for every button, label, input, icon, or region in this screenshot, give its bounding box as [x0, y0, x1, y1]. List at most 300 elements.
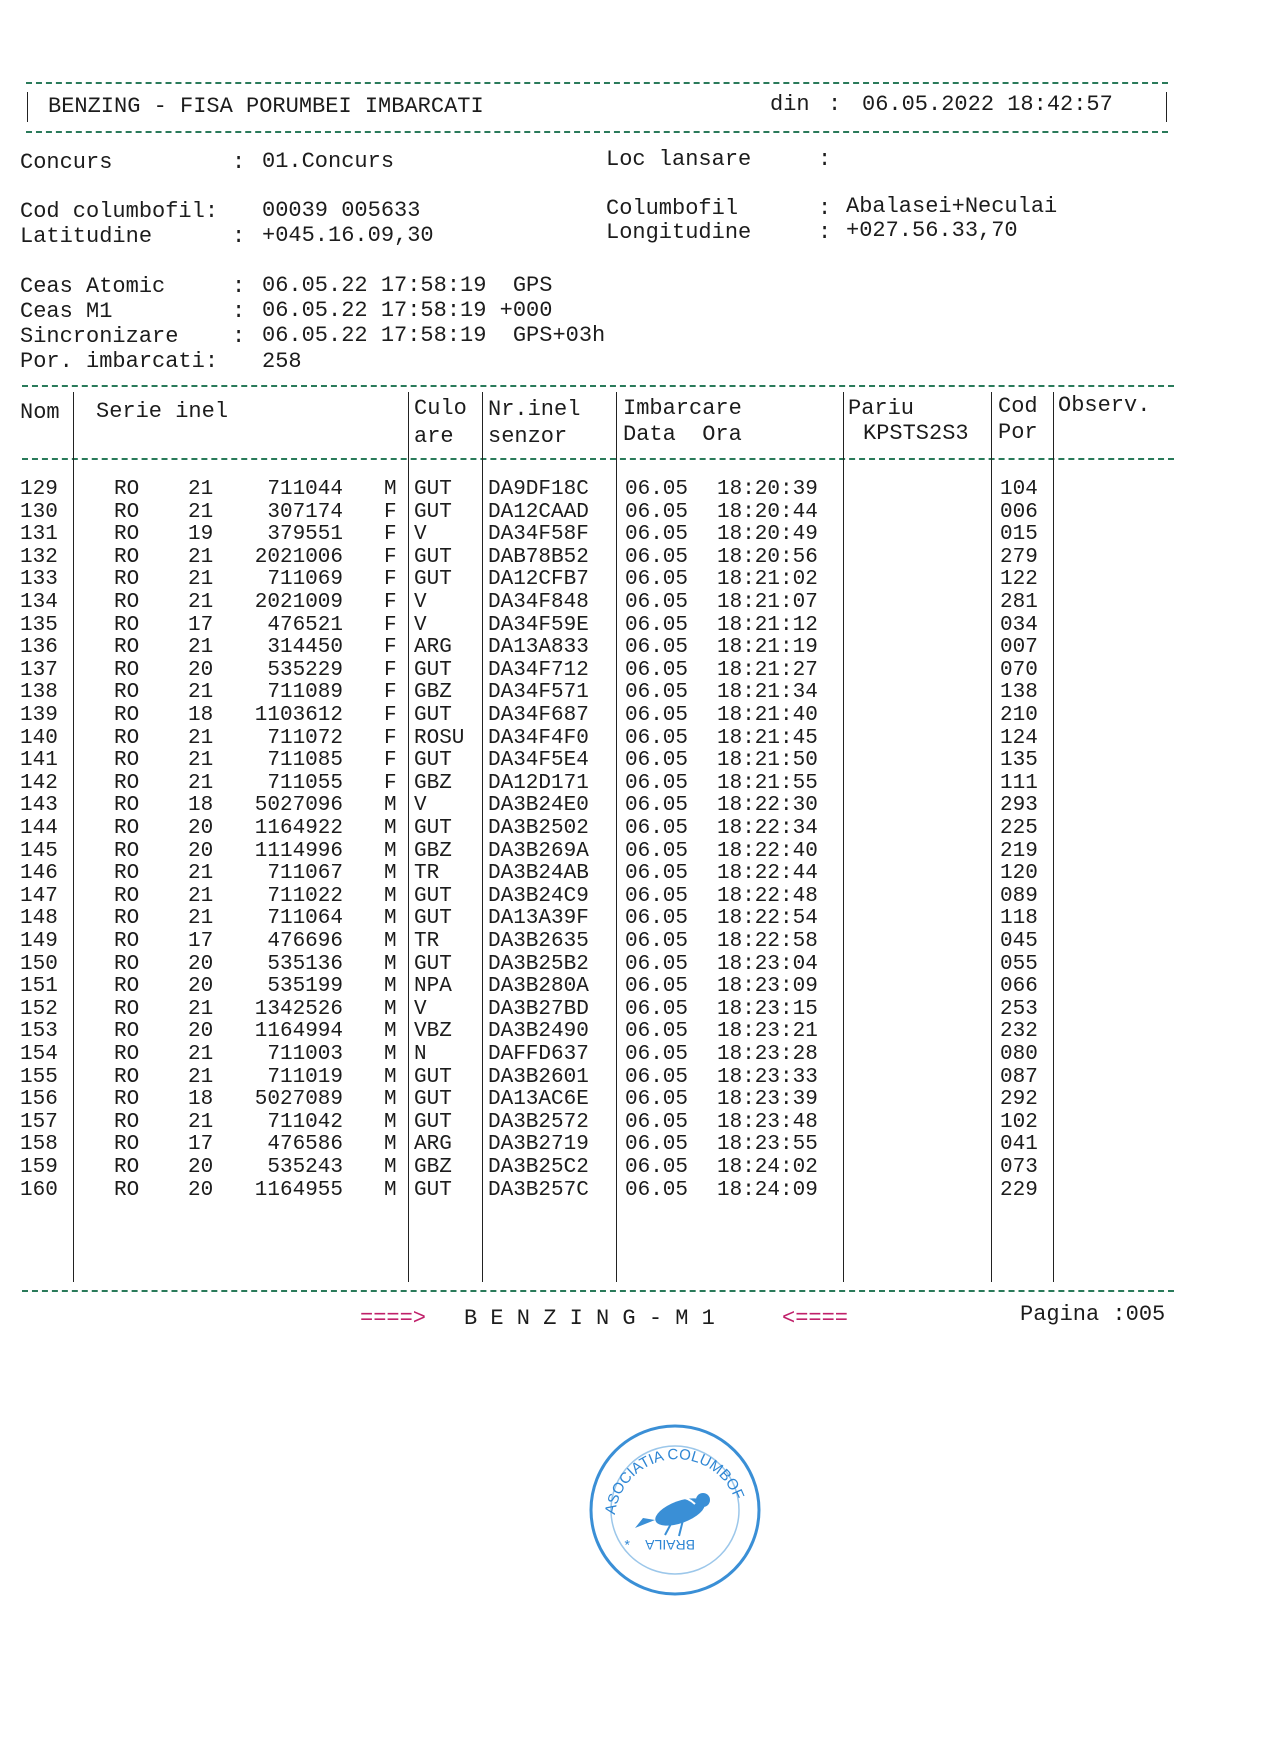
cod-columbofil-label: Cod columbofil:: [20, 199, 219, 224]
row-nom: 149: [20, 930, 58, 953]
row-inel-senzor: DA3B24AB: [488, 862, 589, 886]
row-sex: F: [384, 523, 397, 547]
row-inel-senzor: DA12D171: [488, 771, 589, 795]
row-an: 19: [188, 523, 214, 547]
col-cod-por-1: Cod: [998, 394, 1038, 419]
table-row: [0, 1155, 1276, 1180]
row-inel-senzor: DA34F5E4: [488, 749, 589, 773]
row-serie: 2021006: [254, 545, 343, 569]
row-nom: 137: [20, 658, 58, 682]
row-sex: F: [384, 500, 397, 524]
row-inel-senzor: DA34F58F: [488, 523, 589, 547]
table-row: [0, 613, 1276, 638]
row-inel-senzor: DA34F687: [488, 704, 589, 727]
table-row: [0, 590, 1276, 615]
row-ora: 18:23:28: [717, 1043, 818, 1066]
row-culoare: GBZ: [414, 681, 452, 705]
ceas-atomic-value: 06.05.22 17:58:19 GPS: [262, 273, 553, 298]
row-ora: 18:22:48: [717, 884, 818, 908]
row-ora: 18:23:39: [717, 1088, 818, 1112]
latitudine-label: Latitudine: [20, 224, 153, 249]
table-row: [0, 884, 1276, 909]
row-data: 06.05: [625, 726, 689, 750]
row-ora: 18:23:55: [717, 1133, 818, 1157]
row-nom: 138: [20, 681, 58, 705]
table-bottom-rule: [22, 1290, 1174, 1292]
row-sex: M: [384, 1156, 397, 1179]
table-row: [0, 748, 1276, 773]
row-inel-senzor: DA3B25C2: [488, 1156, 589, 1179]
row-inel-senzor: DA3B257C: [488, 1178, 589, 1202]
row-culoare: V: [414, 613, 427, 637]
row-sex: F: [384, 636, 397, 660]
col-observ: Observ.: [1058, 393, 1151, 418]
row-culoare: GUT: [414, 545, 452, 569]
report-date-label: din: [770, 92, 810, 117]
row-culoare: V: [414, 523, 427, 547]
row-cod-por: 073: [1000, 1156, 1038, 1179]
row-sex: M: [384, 1065, 397, 1089]
table-row: [0, 522, 1276, 547]
row-data: 06.05: [625, 1065, 689, 1089]
row-ora: 18:23:33: [717, 1065, 818, 1089]
row-ora: 18:21:12: [717, 613, 818, 637]
row-an: 21: [188, 997, 214, 1021]
row-tara: RO: [114, 749, 140, 773]
row-nom: 143: [20, 794, 58, 818]
row-culoare: GUT: [414, 1065, 452, 1089]
row-tara: RO: [114, 975, 140, 999]
row-tara: RO: [114, 794, 140, 818]
col-culoare-1: Culo: [414, 396, 467, 421]
table-row: [0, 1178, 1276, 1203]
table-row: [0, 1110, 1276, 1135]
row-serie: 711064: [267, 907, 343, 931]
row-culoare: TR: [414, 862, 440, 886]
row-data: 06.05: [625, 771, 689, 795]
row-ora: 18:21:27: [717, 658, 818, 682]
row-data: 06.05: [625, 930, 689, 953]
longitudine-value: +027.56.33,70: [846, 218, 1018, 243]
row-serie: 1342526: [254, 997, 343, 1021]
header-top-rule: [26, 82, 1168, 84]
row-data: 06.05: [625, 839, 689, 863]
row-ora: 18:21:19: [717, 636, 818, 660]
row-tara: RO: [114, 1020, 140, 1044]
table-row: [0, 658, 1276, 683]
row-tara: RO: [114, 636, 140, 660]
row-culoare: V: [414, 591, 427, 614]
row-cod-por: 281: [1000, 591, 1038, 614]
ceas-m1-colon: :: [232, 299, 246, 324]
row-inel-senzor: DA34F571: [488, 681, 589, 705]
sincronizare-label: Sincronizare: [20, 324, 179, 349]
row-tara: RO: [114, 591, 140, 614]
row-ora: 18:20:39: [717, 478, 818, 501]
row-cod-por: 124: [1000, 726, 1038, 750]
row-inel-senzor: DA3B27BD: [488, 997, 589, 1021]
row-cod-por: 007: [1000, 636, 1038, 660]
table-row: [0, 1065, 1276, 1090]
row-culoare: GUT: [414, 1110, 452, 1134]
row-serie: 314450: [267, 636, 343, 660]
row-an: 17: [188, 613, 214, 637]
row-cod-por: 118: [1000, 907, 1038, 931]
row-culoare: GUT: [414, 500, 452, 524]
row-sex: F: [384, 613, 397, 637]
row-tara: RO: [114, 1110, 140, 1134]
row-nom: 154: [20, 1043, 58, 1066]
row-tara: RO: [114, 523, 140, 547]
row-sex: M: [384, 1110, 397, 1134]
row-culoare: GUT: [414, 952, 452, 976]
row-cod-por: 120: [1000, 862, 1038, 886]
row-nom: 129: [20, 478, 58, 501]
row-sex: M: [384, 952, 397, 976]
row-serie: 535243: [267, 1156, 343, 1179]
row-sex: M: [384, 1020, 397, 1044]
row-inel-senzor: DA3B24C9: [488, 884, 589, 908]
row-inel-senzor: DA3B25B2: [488, 952, 589, 976]
row-nom: 160: [20, 1178, 58, 1202]
row-sex: M: [384, 1043, 397, 1066]
row-nom: 148: [20, 907, 58, 931]
row-tara: RO: [114, 817, 140, 840]
row-serie: 1164955: [254, 1178, 343, 1202]
row-tara: RO: [114, 568, 140, 592]
sincronizare-colon: :: [232, 324, 246, 349]
row-serie: 476696: [267, 930, 343, 953]
row-sex: M: [384, 930, 397, 953]
row-ora: 18:21:02: [717, 568, 818, 592]
row-tara: RO: [114, 1178, 140, 1202]
row-ora: 18:21:34: [717, 681, 818, 705]
row-an: 21: [188, 545, 214, 569]
row-sex: F: [384, 726, 397, 750]
row-tara: RO: [114, 1043, 140, 1066]
row-cod-por: 279: [1000, 545, 1038, 569]
header-left-bar: [27, 92, 28, 122]
row-serie: 711069: [267, 568, 343, 592]
row-nom: 157: [20, 1110, 58, 1134]
row-culoare: ARG: [414, 636, 452, 660]
row-data: 06.05: [625, 478, 689, 501]
star-icon: *: [623, 1539, 632, 1555]
row-nom: 152: [20, 997, 58, 1021]
row-an: 21: [188, 884, 214, 908]
porumbei-imbarcati-value: 258: [262, 349, 302, 374]
row-serie: 711044: [267, 478, 343, 501]
row-inel-senzor: DAFFD637: [488, 1043, 589, 1066]
row-serie: 711019: [267, 1065, 343, 1089]
row-nom: 136: [20, 636, 58, 660]
row-an: 21: [188, 726, 214, 750]
table-row: [0, 680, 1276, 705]
row-inel-senzor: DA12CFB7: [488, 568, 589, 592]
row-culoare: GUT: [414, 907, 452, 931]
row-cod-por: 034: [1000, 613, 1038, 637]
row-an: 21: [188, 500, 214, 524]
row-an: 21: [188, 1043, 214, 1066]
row-nom: 146: [20, 862, 58, 886]
loc-lansare-label: Loc lansare: [606, 147, 752, 172]
row-cod-por: 055: [1000, 952, 1038, 976]
longitudine-colon: :: [818, 220, 832, 245]
row-serie: 5027096: [254, 794, 343, 818]
row-nom: 156: [20, 1088, 58, 1112]
row-ora: 18:23:04: [717, 952, 818, 976]
row-data: 06.05: [625, 1156, 689, 1179]
row-sex: M: [384, 817, 397, 840]
ceas-atomic-colon: :: [232, 274, 246, 299]
row-nom: 140: [20, 726, 58, 750]
row-cod-por: 293: [1000, 794, 1038, 818]
footer-arrow-left: ====>: [360, 1306, 427, 1331]
table-row: [0, 793, 1276, 818]
row-cod-por: 232: [1000, 1020, 1038, 1044]
row-cod-por: 087: [1000, 1065, 1038, 1089]
row-cod-por: 292: [1000, 1088, 1038, 1112]
row-data: 06.05: [625, 817, 689, 840]
row-an: 18: [188, 794, 214, 818]
row-tara: RO: [114, 1133, 140, 1157]
row-inel-senzor: DA9DF18C: [488, 478, 589, 501]
row-nom: 145: [20, 839, 58, 863]
row-nom: 132: [20, 545, 58, 569]
row-tara: RO: [114, 613, 140, 637]
col-pariu-1: Pariu: [848, 396, 915, 421]
table-row: [0, 477, 1276, 502]
row-sex: F: [384, 658, 397, 682]
row-data: 06.05: [625, 862, 689, 886]
row-sex: M: [384, 884, 397, 908]
row-inel-senzor: DA3B2502: [488, 817, 589, 840]
row-serie: 711022: [267, 884, 343, 908]
table-row: [0, 974, 1276, 999]
row-nom: 151: [20, 975, 58, 999]
row-nom: 139: [20, 704, 58, 727]
row-culoare: V: [414, 794, 427, 818]
row-cod-por: 219: [1000, 839, 1038, 863]
row-data: 06.05: [625, 952, 689, 976]
row-an: 20: [188, 1178, 214, 1202]
row-data: 06.05: [625, 523, 689, 547]
row-ora: 18:23:15: [717, 997, 818, 1021]
row-data: 06.05: [625, 1178, 689, 1202]
row-tara: RO: [114, 862, 140, 886]
row-an: 17: [188, 930, 214, 953]
row-an: 20: [188, 658, 214, 682]
row-nom: 150: [20, 952, 58, 976]
row-ora: 18:20:44: [717, 500, 818, 524]
row-cod-por: 089: [1000, 884, 1038, 908]
row-data: 06.05: [625, 1133, 689, 1157]
row-inel-senzor: DAB78B52: [488, 545, 589, 569]
row-cod-por: 253: [1000, 997, 1038, 1021]
row-ora: 18:22:58: [717, 930, 818, 953]
row-tara: RO: [114, 997, 140, 1021]
row-ora: 18:20:56: [717, 545, 818, 569]
row-serie: 711085: [267, 749, 343, 773]
report-date-colon: :: [828, 92, 842, 117]
row-an: 21: [188, 1065, 214, 1089]
row-sex: M: [384, 862, 397, 886]
row-serie: 535199: [267, 975, 343, 999]
row-ora: 18:22:40: [717, 839, 818, 863]
row-data: 06.05: [625, 591, 689, 614]
row-data: 06.05: [625, 681, 689, 705]
row-culoare: TR: [414, 930, 440, 953]
columbofil-value: Abalasei+Neculai: [846, 194, 1058, 219]
row-an: 21: [188, 636, 214, 660]
row-serie: 711042: [267, 1110, 343, 1134]
table-row: [0, 1087, 1276, 1112]
row-nom: 131: [20, 523, 58, 547]
row-data: 06.05: [625, 1110, 689, 1134]
row-data: 06.05: [625, 975, 689, 999]
row-cod-por: 229: [1000, 1178, 1038, 1202]
row-cod-por: 045: [1000, 930, 1038, 953]
row-cod-por: 041: [1000, 1133, 1038, 1157]
row-cod-por: 225: [1000, 817, 1038, 840]
row-data: 06.05: [625, 1043, 689, 1066]
row-tara: RO: [114, 771, 140, 795]
table-row: [0, 929, 1276, 954]
report-title: BENZING - FISA PORUMBEI IMBARCATI: [48, 94, 484, 119]
pigeon-icon: [635, 1493, 710, 1536]
row-sex: M: [384, 478, 397, 501]
row-an: 21: [188, 1110, 214, 1134]
row-sex: M: [384, 1088, 397, 1112]
table-row: [0, 952, 1276, 977]
table-row: [0, 771, 1276, 796]
row-an: 21: [188, 681, 214, 705]
row-sex: F: [384, 771, 397, 795]
concurs-colon: :: [232, 150, 246, 175]
row-an: 20: [188, 952, 214, 976]
row-tara: RO: [114, 500, 140, 524]
ceas-m1-value: 06.05.22 17:58:19 +000: [262, 298, 553, 323]
row-inel-senzor: DA3B24E0: [488, 794, 589, 818]
row-tara: RO: [114, 907, 140, 931]
header-right-bar: [1166, 92, 1167, 122]
row-ora: 18:23:09: [717, 975, 818, 999]
row-sex: M: [384, 1178, 397, 1202]
row-data: 06.05: [625, 997, 689, 1021]
row-inel-senzor: DA3B2572: [488, 1110, 589, 1134]
row-nom: 141: [20, 749, 58, 773]
row-an: 20: [188, 1156, 214, 1179]
row-data: 06.05: [625, 500, 689, 524]
row-an: 21: [188, 862, 214, 886]
report-date-value: 06.05.2022 18:42:57: [862, 92, 1113, 117]
row-sex: M: [384, 975, 397, 999]
row-serie: 711072: [267, 726, 343, 750]
row-serie: 711003: [267, 1043, 343, 1066]
row-cod-por: 102: [1000, 1110, 1038, 1134]
row-culoare: GUT: [414, 1088, 452, 1112]
row-cod-por: 080: [1000, 1043, 1038, 1066]
row-sex: M: [384, 1133, 397, 1157]
table-row: [0, 545, 1276, 570]
table-row: [0, 816, 1276, 841]
row-an: 21: [188, 591, 214, 614]
row-sex: F: [384, 749, 397, 773]
row-ora: 18:20:49: [717, 523, 818, 547]
row-sex: M: [384, 839, 397, 863]
row-nom: 142: [20, 771, 58, 795]
row-serie: 1164922: [254, 817, 343, 840]
concurs-value: 01.Concurs: [262, 149, 395, 174]
row-culoare: N: [414, 1043, 427, 1066]
row-tara: RO: [114, 704, 140, 727]
ceas-m1-label: Ceas M1: [20, 299, 113, 324]
row-an: 17: [188, 1133, 214, 1157]
row-serie: 1114996: [254, 839, 343, 863]
row-culoare: VBZ: [414, 1020, 452, 1044]
row-culoare: GUT: [414, 568, 452, 592]
row-sex: F: [384, 681, 397, 705]
row-ora: 18:22:34: [717, 817, 818, 840]
row-an: 21: [188, 568, 214, 592]
row-nom: 153: [20, 1020, 58, 1044]
row-data: 06.05: [625, 907, 689, 931]
row-culoare: GUT: [414, 658, 452, 682]
row-ora: 18:22:44: [717, 862, 818, 886]
col-cod-por-2: Por: [998, 420, 1038, 445]
row-cod-por: 111: [1000, 771, 1038, 795]
row-ora: 18:21:45: [717, 726, 818, 750]
row-inel-senzor: DA34F4F0: [488, 726, 589, 750]
row-tara: RO: [114, 726, 140, 750]
row-data: 06.05: [625, 613, 689, 637]
row-data: 06.05: [625, 636, 689, 660]
row-inel-senzor: DA3B2601: [488, 1065, 589, 1089]
row-tara: RO: [114, 1065, 140, 1089]
table-row: [0, 861, 1276, 886]
row-cod-por: 135: [1000, 749, 1038, 773]
row-inel-senzor: DA3B2635: [488, 930, 589, 953]
row-ora: 18:23:48: [717, 1110, 818, 1134]
row-ora: 18:24:09: [717, 1178, 818, 1202]
table-row: [0, 567, 1276, 592]
row-serie: 711067: [267, 862, 343, 886]
row-ora: 18:22:54: [717, 907, 818, 931]
row-inel-senzor: DA34F59E: [488, 613, 589, 637]
row-culoare: GBZ: [414, 1156, 452, 1179]
row-cod-por: 210: [1000, 704, 1038, 727]
col-imbarcare-1: Imbarcare: [623, 396, 742, 421]
row-serie: 5027089: [254, 1088, 343, 1112]
row-tara: RO: [114, 545, 140, 569]
row-tara: RO: [114, 658, 140, 682]
row-ora: 18:21:55: [717, 771, 818, 795]
footer-arrow-right: <====: [782, 1306, 849, 1331]
row-data: 06.05: [625, 794, 689, 818]
row-serie: 711055: [267, 771, 343, 795]
row-sex: M: [384, 907, 397, 931]
columbofil-colon: :: [818, 196, 832, 221]
row-inel-senzor: DA3B269A: [488, 839, 589, 863]
row-data: 06.05: [625, 545, 689, 569]
porumbei-imbarcati-label: Por. imbarcati:: [20, 349, 219, 374]
row-nom: 135: [20, 613, 58, 637]
row-cod-por: 066: [1000, 975, 1038, 999]
table-row: [0, 997, 1276, 1022]
row-culoare: GUT: [414, 884, 452, 908]
row-culoare: GUT: [414, 817, 452, 840]
table-row: [0, 635, 1276, 660]
